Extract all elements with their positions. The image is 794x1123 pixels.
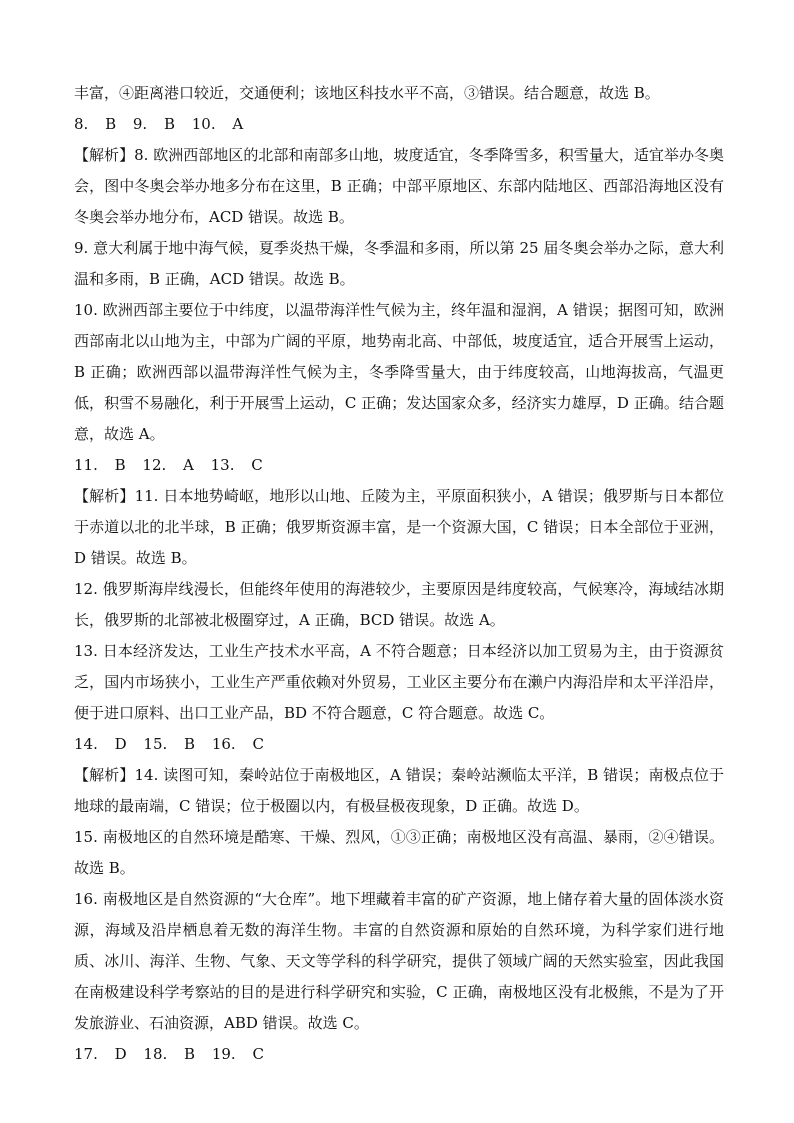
analysis-12: 12. 俄罗斯海岸线漫长，但能终年使用的海港较少，主要原因是纬度较高，气候寒冷，海域结冰期长，俄罗斯的北部被北极圈穿过，A 正确，BCD 错误。故选 A。 — [74, 580, 724, 629]
answer-line-17-19: 17. D 18. B 19. C — [74, 1045, 264, 1063]
analysis-9: 9. 意大利属于地中海气候，夏季炎热干燥，冬季温和多雨，所以第 25 届冬奥会举办之际，意大利温和多雨，B 正确，ACD 错误。故选 B。 — [74, 239, 724, 288]
analysis-8: 【解析】8. 欧洲西部地区的北部和南部多山地，坡度适宜，冬季降雪多，积雪量大，适宜举办冬奥会，图中冬奥会举办地多分布在这里，B 正确；中部平原地区、东部内陆地区、西部沿海地区没有冬奥会举办地分布，ACD 错误。故选 B。 — [74, 146, 724, 226]
analysis-13: 13. 日本经济发达，工业生产技术水平高，A 不符合题意；日本经济以加工贸易为主，由于资源贫乏，国内市场狭小，工业生产严重依赖对外贸易，工业区主要分布在濑户内海沿岸和太平洋沿岸，便于进口原料、出口工业产品，BD 不符合题意，C 符合题意。故选 C。 — [74, 642, 724, 722]
document-body — [74, 78, 724, 1070]
answer-line-8-10: 8. B 9. B 10. A — [74, 115, 244, 133]
analysis-14: 【解析】14. 读图可知，秦岭站位于南极地区，A 错误；秦岭站濒临太平洋，B 错误；南极点位于地球的最南端，C 错误；位于极圈以内，有极昼极夜现象，D 正确。故选 D。 — [74, 766, 724, 815]
analysis-15: 15. 南极地区的自然环境是酷寒、干燥、烈风，①③正确；南极地区没有高温、暴雨，②④错误。故选 B。 — [74, 828, 724, 877]
analysis-11: 【解析】11. 日本地势崎岖，地形以山地、丘陵为主，平原面积狭小，A 错误；俄罗斯与日本都位于赤道以北的北半球，B 正确；俄罗斯资源丰富，是一个资源大国，C 错误；日本全部位于亚洲，D 错误。故选 B。 — [74, 487, 724, 567]
analysis-16: 16. 南极地区是自然资源的“大仓库”。地下埋藏着丰富的矿产资源，地上储存着大量的固体淡水资源，海域及沿岸栖息着无数的海洋生物。丰富的自然资源和原始的自然环境，为科学家们进行地质、冰川、海洋、生物、气象、天文等学科的科学研究，提供了领域广阔的天然实验室，因此我国在南极建设科学考察站的目的是进行科学研究和实验，C 正确，南极地区没有北极熊，不是为了开发旅游业、石油资源，ABD 错误。故选 C。 — [74, 890, 724, 1032]
analysis-10: 10. 欧洲西部主要位于中纬度，以温带海洋性气候为主，终年温和湿润，A 错误；据图可知，欧洲西部南北以山地为主，中部为广阔的平原，地势南北高、中部低，坡度适宜，适合开展雪上运动，B 正确；欧洲西部以温带海洋性气候为主，冬季降雪量大，由于纬度较高，山地海拔高，气温更低，积雪不易融化，利于开展雪上运动，C 正确；发达国家众多，经济实力雄厚，D 正确。结合题意，故选 A。 — [74, 301, 724, 443]
answer-line-11-13: 11. B 12. A 13. C — [74, 456, 263, 474]
paragraph-continuation: 丰富，④距离港口较近，交通便利；该地区科技水平不高，③错误。结合题意，故选 B。 — [74, 84, 660, 102]
answer-line-14-16: 14. D 15. B 16. C — [74, 735, 264, 753]
